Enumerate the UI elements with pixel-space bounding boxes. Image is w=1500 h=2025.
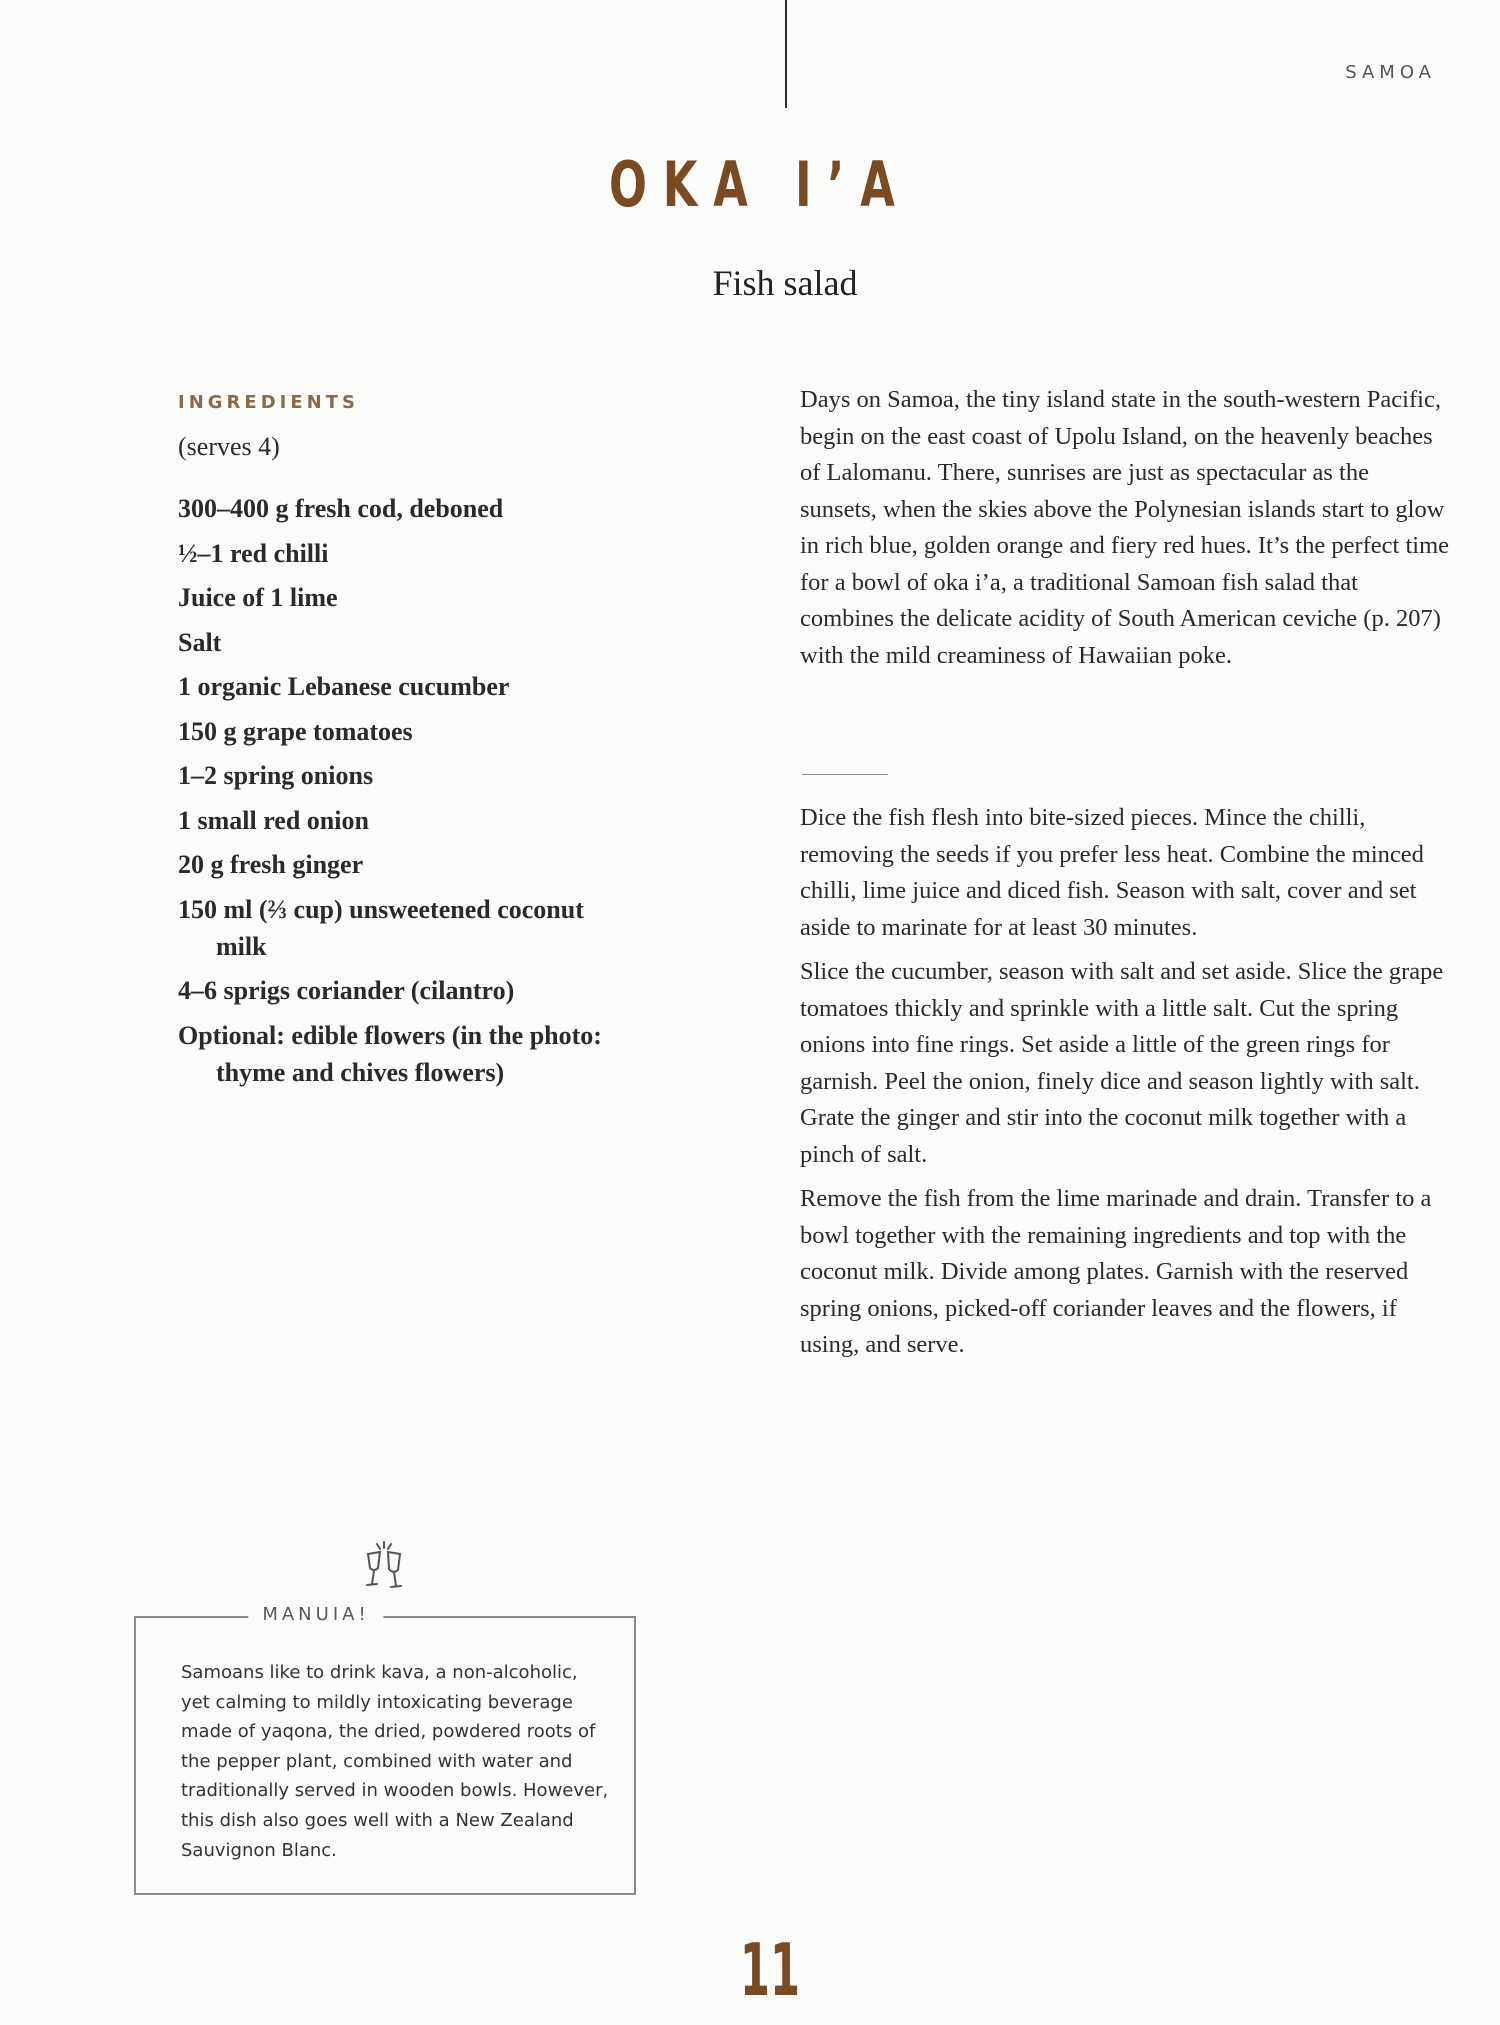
drink-box-title: MANUIA! <box>248 1604 383 1625</box>
ingredients-heading: INGREDIENTS <box>178 392 359 413</box>
method-text <box>800 800 1450 1372</box>
ingredient-item: Optional: edible flowers (in the photo: thyme and chives flowers) <box>178 1020 602 1087</box>
ingredient-item: 1–2 spring onions <box>178 761 374 790</box>
ingredient-item: 150 ml (⅔ cup) unsweetened coconut milk <box>178 894 584 961</box>
recipe-title: OKA I’A <box>608 148 911 221</box>
country-label: SAMOA <box>1345 62 1436 83</box>
section-divider <box>802 774 888 775</box>
method-step: Slice the cucumber, season with salt and set aside. Slice the grape tomatoes thickly and sprinkle with a little salt. Cut the spring onions into fine rings. Set aside a little of the green rings for garnish. Peel the onion, finely dice and season lightly with salt. Grate the ginger and stir into the coconut milk together with a pinch of salt. <box>800 958 1444 1168</box>
recipe-subtitle: Fish salad <box>712 263 858 303</box>
ingredient-item: 1 organic Lebanese cucumber <box>178 672 510 701</box>
page-number: 11 <box>739 1928 801 2012</box>
intro-paragraph: Days on Samoa, the tiny island state in the south-western Pacific, begin on the east coast of Upolu Island, on the heavenly beaches of Lalomanu. There, sunrises are just as spectacular as the sunsets, when the skies above the Polynesian islands start to glow in rich blue, golden orange and fiery red hues. It’s the perfect time for a bowl of oka i’a, a traditional Samoan fish salad that combines the delicate acidity of South American ceviche (p. 207) with the mild creaminess of Hawaiian poke. <box>800 386 1450 669</box>
toasting-glasses-icon <box>358 1540 414 1594</box>
ingredient-item: 20 g fresh ginger <box>178 850 364 879</box>
servings: (serves 4) <box>178 432 280 461</box>
intro-text <box>800 382 1450 674</box>
top-rule <box>785 0 787 108</box>
method-step: Remove the fish from the lime marinade and drain. Transfer to a bowl together with the remaining ingredients and top with the coconut milk. Divide among plates. Garnish with the reserved spring onions, picked-off coriander leaves and the flowers, if using, and serve. <box>800 1185 1432 1358</box>
ingredient-item: 300–400 g fresh cod, deboned <box>178 494 504 523</box>
ingredient-list <box>178 490 618 1098</box>
drink-box-text: Samoans like to drink kava, a non-alcoholic, yet calming to mildly intoxicating beverage made of yaqona, the dried, powdered roots of the pepper plant, combined with water and traditionally served in wooden bowls. However, this dish also goes well with a New Zealand Sauvignon Blanc. <box>181 1662 609 1861</box>
ingredient-item: 150 g grape tomatoes <box>178 716 413 746</box>
ingredient-item: Juice of 1 lime <box>178 583 338 612</box>
ingredient-item: 4–6 sprigs coriander (cilantro) <box>178 976 515 1005</box>
method-step: Dice the fish flesh into bite-sized pieces. Mince the chilli, removing the seeds if you prefer less heat. Combine the minced chilli, lime juice and diced fish. Season with salt, cover and set aside to marinate for at least 30 minutes. <box>800 804 1424 941</box>
ingredient-item: Salt <box>178 627 222 657</box>
ingredient-item: ½–1 red chilli <box>178 538 329 568</box>
ingredient-item: 1 small red onion <box>178 805 369 835</box>
